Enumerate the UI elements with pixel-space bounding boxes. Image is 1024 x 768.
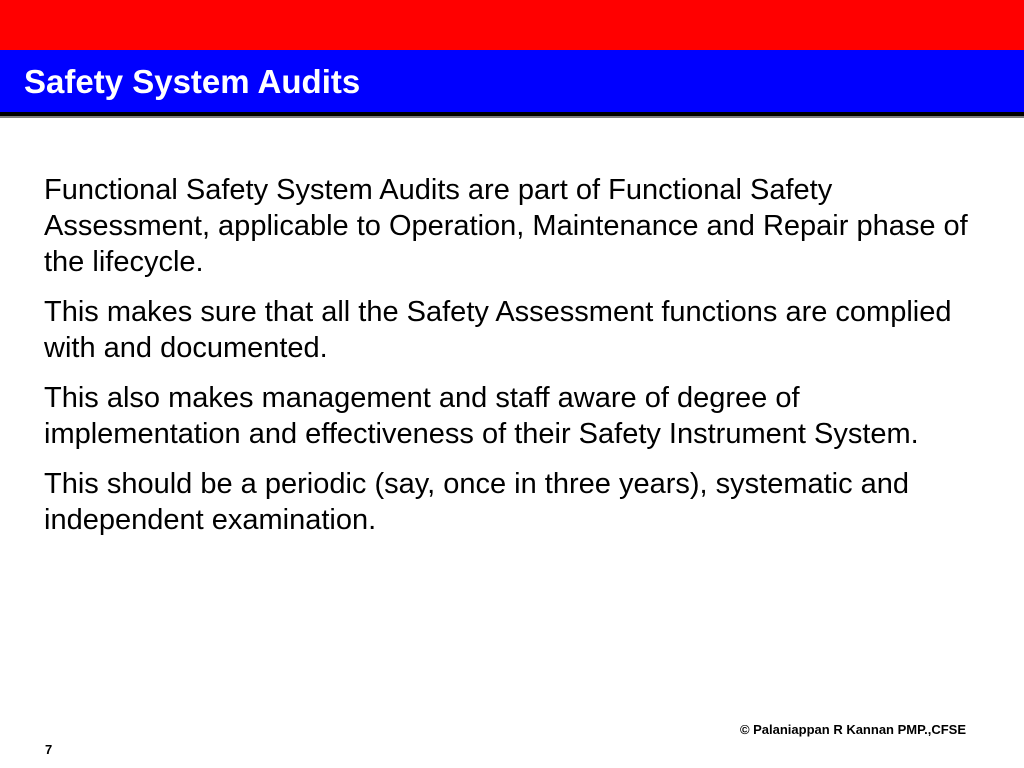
copyright-notice: © Palaniappan R Kannan PMP.,CFSE [739, 722, 966, 737]
body-paragraph: This also makes management and staff aware of degree of implementation and effectiveness of their Safety Instrument System. [44, 382, 919, 450]
header-red-band [0, 0, 1024, 50]
slide-title: Safety System Audits [24, 63, 361, 100]
body-paragraph: This makes sure that all the Safety Assessment functions are complied with and documented. [44, 296, 952, 364]
header-divider-shadow [0, 116, 1024, 118]
body-paragraph: This should be a periodic (say, once in three years), systematic and independent examination. [44, 468, 910, 536]
slide-body [44, 172, 994, 552]
page-number: 7 [45, 742, 53, 757]
body-paragraph: Functional Safety System Audits are part of Functional Safety Assessment, applicable to Operation, Maintenance and Repair phase of the lifecycle. [44, 174, 968, 278]
